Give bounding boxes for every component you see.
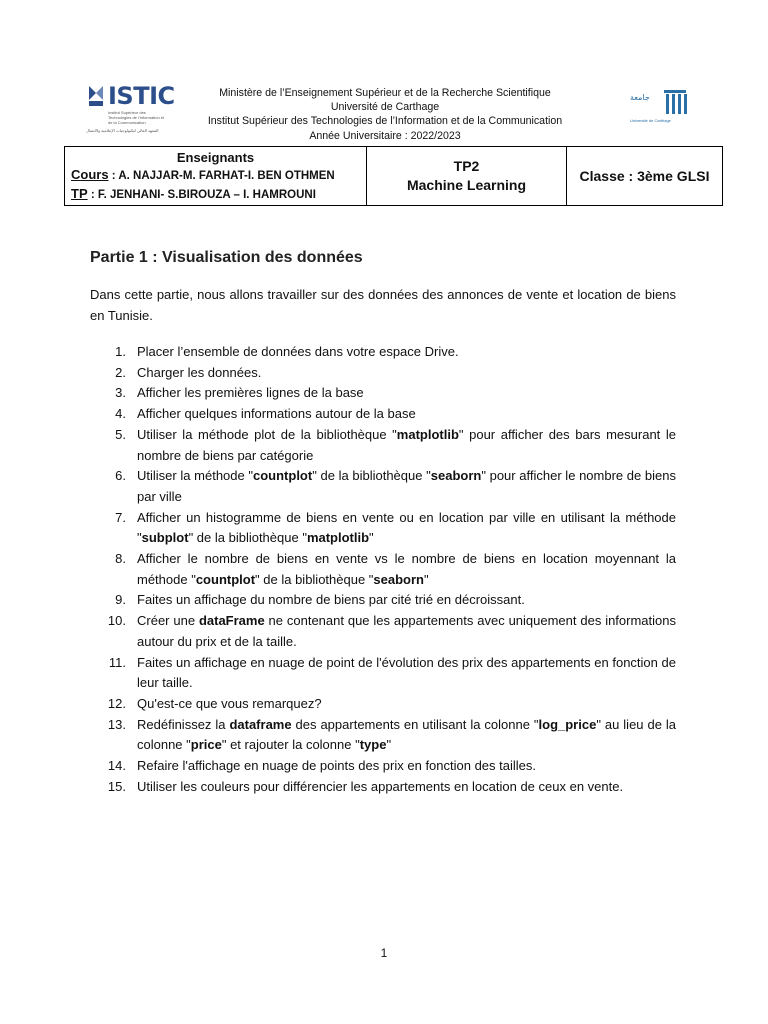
step-item [90,466,676,507]
step-item [90,508,676,549]
step-number: 5. [115,426,126,442]
step-number: 9. [115,592,126,608]
tp-row [71,185,360,204]
tp-value: : F. JENHANI- S.BIROUZA – I. HAMROUNI [87,189,316,201]
tp-label: TP [71,186,88,201]
institute-line: Institut Supérieur des Technologies de l’Information et de la Communication [207,115,563,128]
step-number: 1. [115,344,126,359]
cours-value: : A. NAJJAR-M. FARHAT-I. BEN OTHMEN [108,170,335,182]
step-text: Charger les données. [137,364,262,380]
institution-header [180,86,590,143]
step-item [90,777,676,798]
page-number: 1 [380,946,388,960]
step-text: Qu'est-ce que vous remarquez? [137,695,322,711]
step-number: 4. [115,406,126,422]
step-number: 10. [107,613,126,629]
istic-subtitle: Institut Supérieur des Technologies de l'Information et de la Communication [108,110,165,125]
step-item [90,342,676,363]
course-info-table [64,146,723,206]
ministry-line: Ministère de l’Enseignement Supérieur et de la Recherche Scientifique [219,87,551,99]
step-number: 13. [107,716,126,732]
class-cell [567,147,722,205]
carthage-columns-icon [628,88,690,118]
istic-arabic-subtitle: المعهد العالي لتكنولوجيات الإعلامية والاتصال [86,128,159,133]
step-number: 14. [107,758,126,774]
step-number: 6. [115,468,126,484]
step-text: Créer une dataFrame ne contenant que les appartements avec uniquement des informations autour du prix et de la taille. [137,613,676,649]
university-line: Université de Carthage [330,101,440,114]
step-number: 7. [115,509,126,525]
section-title: Partie 1 : Visualisation des données [90,249,363,266]
step-item [90,653,676,694]
tp-cell [367,147,567,205]
step-item [90,715,676,756]
section-intro: Dans cette partie, nous allons travailler sur des données des annonces de vente et location de biens en Tunisie. [90,287,676,323]
teachers-cell [65,147,367,205]
step-text: Afficher un histogramme de biens en vente ou en location par ville en utilisant la méthode "subplot" de la bibliothèque "matplotlib" [137,509,676,546]
svg-text:جامعة: جامعة [630,93,650,102]
istic-wordmark: ISTIC [108,82,175,110]
steps-list [90,342,676,797]
tp-subject: Machine Learning [406,177,527,193]
step-item [90,383,676,404]
step-text: Afficher le nombre de biens en vente vs le nombre de biens en location moyennant la méthode "countplot" de la bibliothèque "seaborn" [137,551,676,587]
step-text: Afficher les premières lignes de la base [137,385,364,401]
step-item [90,404,676,425]
step-text: Utiliser les couleurs pour différencier les appartements en location de ceux en vente. [137,778,624,794]
carthage-logo [628,88,690,128]
step-text: Placer l’ensemble de données dans votre espace Drive. [137,344,459,359]
step-text: Redéfinissez la dataframe des appartements en utilisant la colonne "log_price" au lieu de la colonne "price" et rajouter la colonne "type" [137,716,676,753]
step-number: 15. [107,778,126,794]
step-number: 12. [107,695,126,711]
istic-logo [86,82,175,138]
step-number: 11. [108,654,126,670]
step-item [90,363,676,384]
step-text: Faites un affichage en nuage de point de l'évolution des prix des appartements en fonction de leur taille. [137,654,676,691]
step-item [90,611,676,652]
step-item [90,694,676,715]
step-number: 8. [115,551,126,567]
step-text: Utiliser la méthode "countplot" de la bibliothèque "seaborn" pour afficher le nombre de biens par ville [137,468,676,504]
teachers-title: Enseignants [176,150,255,165]
class-label: Classe : 3ème GLSI [579,168,710,184]
academic-year-line: Année Universitaire : 2022/2023 [309,129,461,142]
step-text: Afficher quelques informations autour de la base [137,406,416,422]
step-number: 3. [115,385,126,401]
step-text: Faites un affichage du nombre de biens par cité trié en décroissant. [137,592,525,608]
step-item [90,590,676,611]
step-text: Utiliser la méthode plot de la bibliothèque "matplotlib" pour afficher des bars mesurant le nombre de biens par catégorie [137,426,676,463]
cours-row [71,166,360,185]
cours-label: Cours [71,167,109,182]
tp-number: TP2 [453,158,480,174]
istic-emblem-icon [86,84,106,108]
carthage-caption: Université de Carthage [630,118,671,123]
step-item [90,756,676,777]
step-text: Refaire l'affichage en nuage de points des prix en fonction des tailles. [137,758,537,774]
step-item [90,549,676,590]
step-number: 2. [115,364,126,380]
step-item [90,425,676,466]
